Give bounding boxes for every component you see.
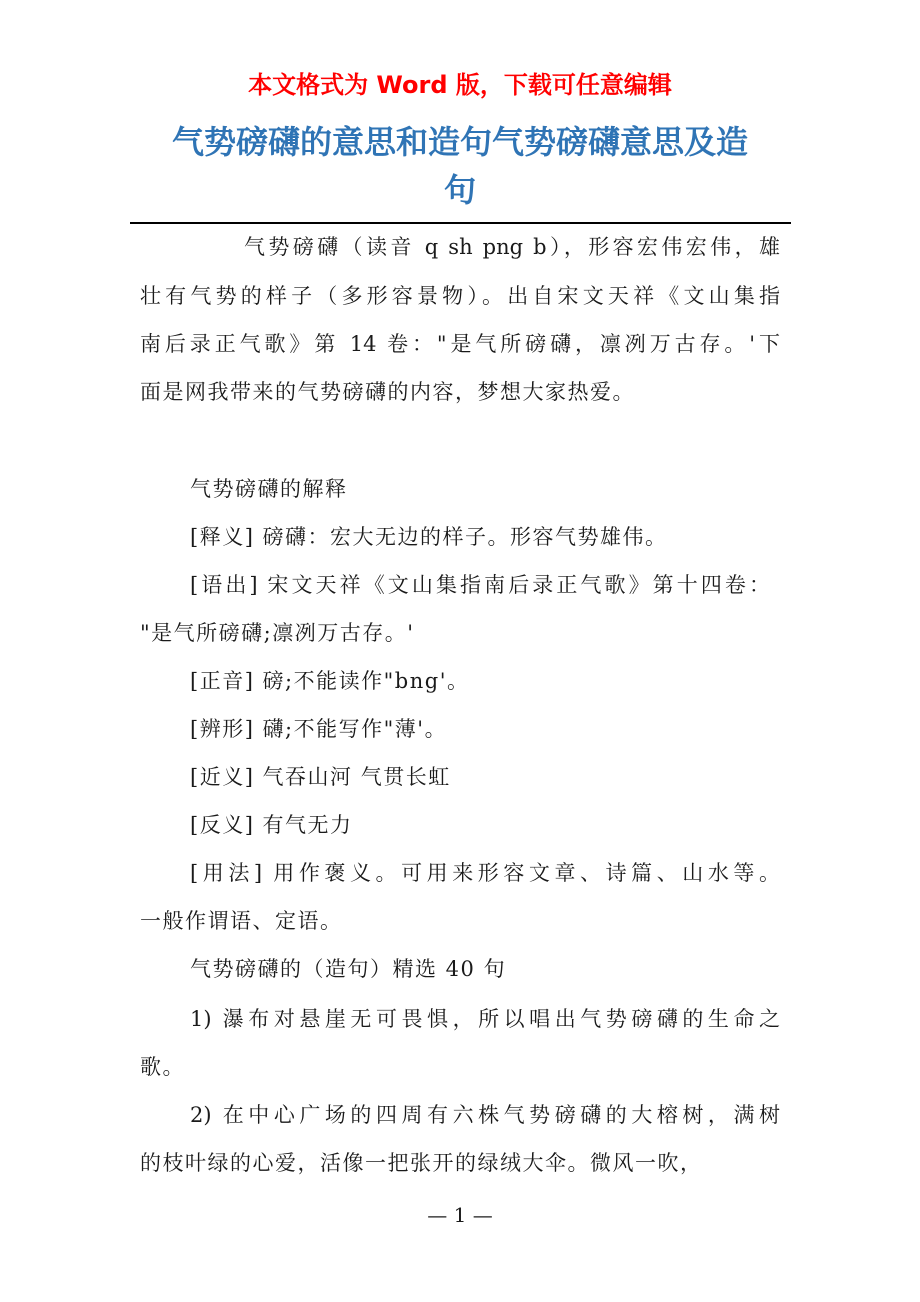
entry-yongfa-line-2: 一般作谓语、定语。: [140, 909, 343, 933]
entry-zhengyin: [正音] 磅;不能读作"bng'。: [190, 669, 470, 693]
entry-bianxing: [辨形] 礴;不能写作"薄'。: [190, 717, 448, 741]
entry-yuchu-line-2: "是气所磅礴;凛冽万古存。': [140, 621, 415, 645]
section-heading: 气势磅礴的解释: [190, 477, 348, 501]
page-number: — 1 —: [427, 1203, 493, 1227]
title-line-2: 句: [443, 171, 476, 209]
entry-jinyi: [近义] 气吞山河 气贯长虹: [190, 765, 451, 789]
intro-line-1: 气势磅礴（读音 q sh png b），形容宏伟宏伟，雄: [244, 235, 780, 259]
title-line-1: 气势磅礴的意思和造句气势磅礴意思及造: [171, 123, 748, 161]
entry-shiyi: [释义] 磅礴：宏大无边的样子。形容气势雄伟。: [190, 525, 668, 549]
example-2-line-2: 的枝叶绿的心爱，活像一把张开的绿绒大伞。微风一吹，: [140, 1151, 703, 1175]
intro-line-4: 面是网我带来的气势磅礴的内容，梦想大家热爱。: [140, 380, 635, 404]
example-1-line-1: 1) 瀑布对悬崖无可畏惧，所以唱出气势磅礴的生命之: [190, 1007, 780, 1031]
example-1-line-2: 歌。: [140, 1055, 185, 1079]
example-2-line-1: 2) 在中心广场的四周有六株气势磅礴的大榕树，满树: [190, 1103, 780, 1127]
entry-fanyi: [反义] 有气无力: [190, 813, 353, 837]
intro-line-3: 南后录正气歌》第 14 卷："是气所磅礴，凛冽万古存。'下: [140, 332, 780, 356]
entry-yongfa-line-1: [用法] 用作褒义。可用来形容文章、诗篇、山水等。: [190, 861, 780, 885]
title-divider: [130, 222, 791, 224]
examples-heading: 气势磅礴的（造句）精选 40 句: [190, 957, 507, 981]
document-title: [130, 118, 790, 214]
intro-line-2: 壮有气势的样子（多形容景物）。出自宋文天祥《文山集指: [140, 284, 780, 308]
entry-yuchu-line-1: [语出] 宋文天祥《文山集指南后录正气歌》第十四卷：: [190, 573, 770, 597]
download-notice: 本文格式为 Word 版，下载可任意编辑: [248, 71, 672, 99]
